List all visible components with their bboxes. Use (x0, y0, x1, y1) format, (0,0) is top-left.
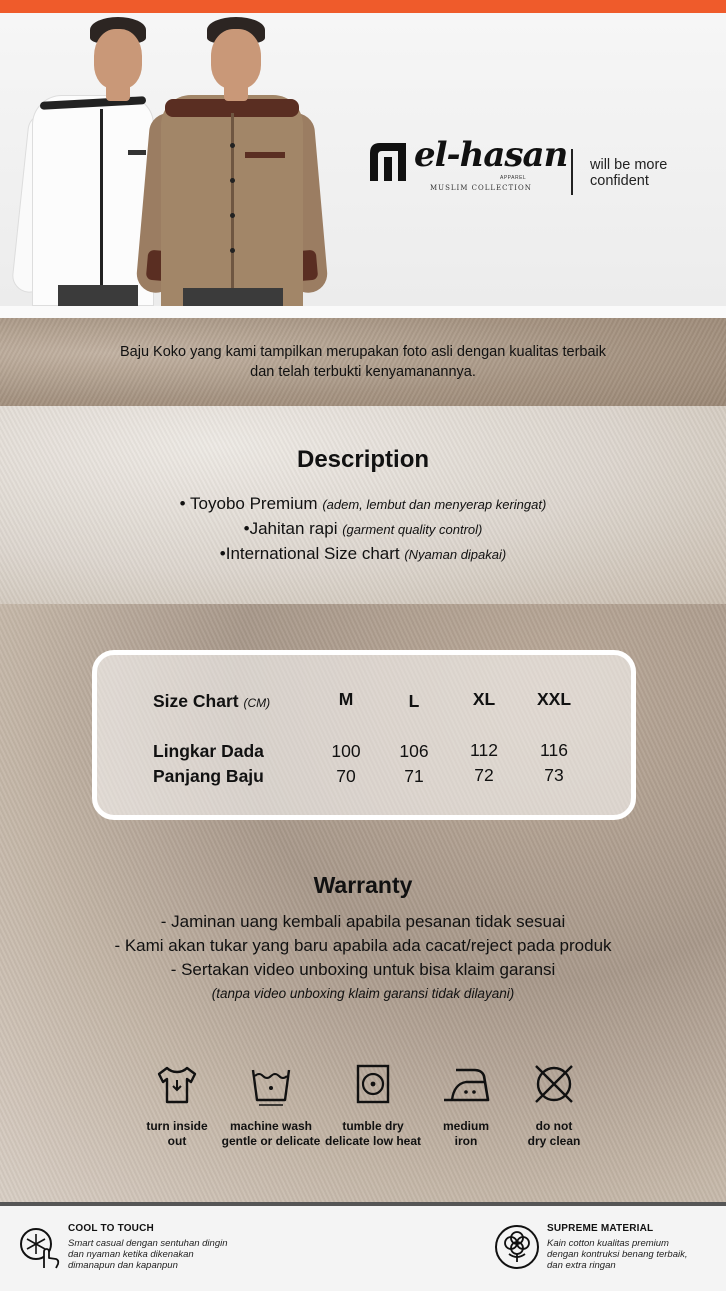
brand-name: el-hasan (414, 135, 568, 175)
iron-icon (442, 1062, 490, 1106)
features-footer (0, 1206, 726, 1291)
warranty-title: Warranty (313, 872, 413, 898)
care-label: machine wash (229, 1119, 313, 1133)
intro-line-2: dan telah terbukti kenyamanannya. (250, 364, 476, 380)
description-section (0, 406, 726, 604)
care-label: medium (442, 1119, 489, 1133)
spacer (0, 306, 726, 318)
size-value: 72 (474, 765, 494, 785)
cotton-icon (494, 1224, 540, 1270)
tumble-dry-icon (349, 1062, 397, 1106)
size-value: 73 (544, 765, 564, 785)
size-value: 106 (399, 741, 429, 761)
size-header: L (408, 691, 420, 711)
top-accent-bar (0, 0, 726, 13)
do-not-dry-clean-icon (530, 1062, 578, 1106)
row-label: Panjang Baju (153, 766, 264, 786)
snowflake-touch-icon (18, 1226, 62, 1270)
brand-mark-icon (368, 139, 408, 183)
description-title: Description (296, 446, 430, 473)
intro-line-1: Baju Koko yang kami tampilkan merupakan foto asli dengan kualitas terbaik (119, 344, 607, 360)
size-header: XXL (536, 689, 572, 709)
size-value: 116 (540, 740, 568, 760)
brand-logo (368, 135, 688, 195)
shirt-inside-out-icon (153, 1062, 201, 1106)
size-chart-unit: (CM) (243, 696, 271, 710)
care-label: do not (535, 1119, 573, 1133)
care-label: turn inside (146, 1119, 208, 1133)
care-do-not-dry-clean (499, 1062, 609, 1149)
size-header: XL (472, 689, 496, 709)
description-item: •Jahitan rapi (garment quality control) (243, 519, 483, 538)
care-label: out (167, 1134, 187, 1148)
care-label: dry clean (527, 1134, 581, 1148)
machine-wash-icon (247, 1062, 295, 1106)
warranty-list (0, 910, 726, 1006)
model-brown-shirt (143, 13, 323, 306)
care-label: tumble dry (342, 1119, 404, 1133)
logo-divider (571, 149, 573, 195)
care-label: delicate low heat (324, 1134, 422, 1148)
size-chart-title: Size Chart (CM) (153, 691, 271, 711)
row-label: Lingkar Dada (153, 741, 264, 761)
intro-section (0, 318, 726, 406)
size-header: M (338, 689, 354, 709)
warranty-note: (tanpa video unboxing klaim garansi tidak dilayani) (211, 986, 515, 1001)
feature-title: SUPREME MATERIAL (547, 1223, 654, 1234)
brand-collection: MUSLIM COLLECTION (430, 184, 532, 192)
care-label: iron (454, 1134, 478, 1148)
size-value: 112 (470, 740, 498, 760)
feature-title: COOL TO TOUCH (68, 1223, 154, 1234)
warranty-item: - Jaminan uang kembali apabila pesanan tidak sesuai (160, 912, 566, 931)
warranty-item: - Sertakan video unboxing untuk bisa klaim garansi (170, 960, 556, 979)
feature-description: Smart casual dengan sentuhan dingin dan nyaman ketika dikenakan dimanapun dan kapanpun (68, 1238, 228, 1271)
intro-text (0, 342, 726, 382)
feature-description: Kain cotton kualitas premium dengan kontruksi benang terbaik, dan extra ringan (547, 1238, 688, 1271)
size-value: 100 (331, 741, 361, 761)
description-item: •International Size chart (Nyaman dipakai) (219, 544, 507, 563)
description-item: • Toyobo Premium (adem, lembut dan menyerap keringat) (179, 494, 547, 513)
size-value: 71 (404, 766, 424, 786)
size-value: 70 (336, 766, 356, 786)
brand-apparel: APPAREL (500, 175, 527, 181)
care-label: gentle or delicate (221, 1134, 321, 1148)
care-machine-wash (216, 1062, 326, 1149)
details-section (0, 604, 726, 1202)
description-list (0, 492, 726, 567)
size-chart-card (92, 650, 636, 820)
hero-banner (0, 13, 726, 306)
warranty-item: - Kami akan tukar yang baru apabila ada cacat/reject pada produk (114, 936, 612, 955)
brand-tagline: will be more confident (590, 157, 668, 189)
